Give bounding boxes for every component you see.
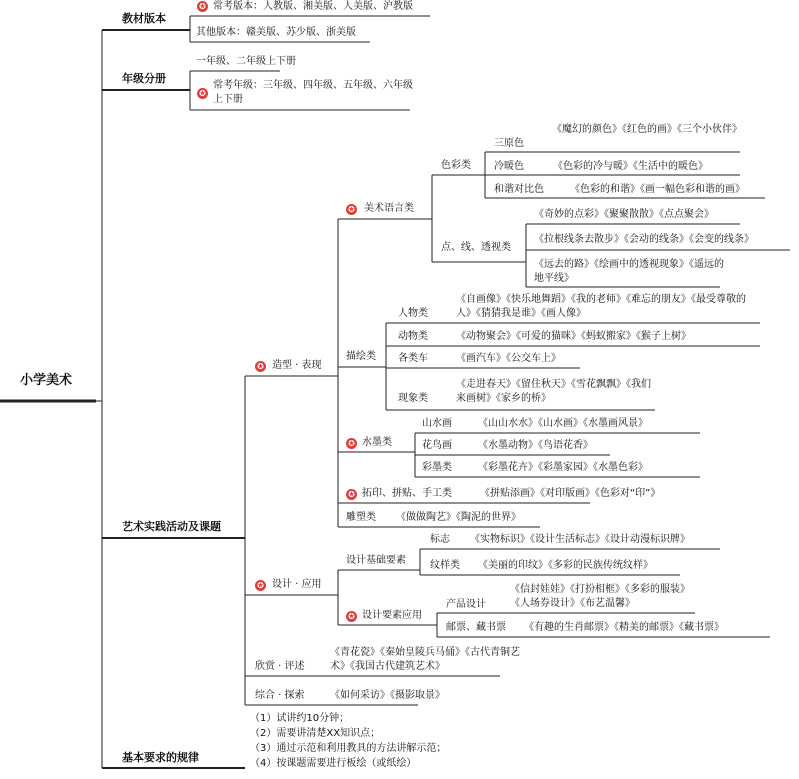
star-icon: ✪ — [197, 1, 208, 12]
label-phenomena: 现象类 — [398, 393, 428, 404]
other-versions: 其他版本：赣美版、苏少版、浙美版 — [196, 27, 356, 38]
label-pattern: 纹样类 — [430, 560, 460, 571]
low-grades: 一年级、二年级上下册 — [196, 56, 296, 67]
label-stamps: 邮票、藏书票 — [446, 622, 506, 633]
lessons-flower-bird: 《水墨动物》《鸟语花香》 — [478, 440, 593, 451]
lessons-line: 《拉根线条去散步》《会动的线条》《会变的线条》 — [534, 234, 754, 245]
star-icon: ✪ — [255, 580, 266, 591]
node-art-language: 美术语言类 — [364, 203, 414, 214]
branch-basic-requirements: 基本要求的规律 — [122, 751, 199, 764]
star-icon: ✪ — [346, 611, 357, 622]
node-comprehensive: 综合 · 探索 — [255, 690, 305, 701]
requirement-item: （1）试讲约10分钟； — [250, 713, 350, 724]
common-grades: 常考年级：三年级、四年级、五年级、六年级上下册 — [213, 80, 413, 105]
label-animals: 动物类 — [398, 331, 428, 342]
lessons-stamps: 《有趣的生肖邮票》《精美的邮票》《藏书票》 — [524, 622, 724, 633]
lessons-pattern: 《美丽的印纹》《多彩的民族传统纹样》 — [478, 560, 653, 571]
lessons-logo: 《实物标识》《设计生活标志》《设计动漫标识牌》 — [470, 534, 690, 545]
root-topic: 小学美术 — [20, 373, 73, 388]
requirement-item: （4）按课题需要进行板绘（或纸绘） — [250, 758, 417, 769]
label-landscape: 山水画 — [422, 418, 452, 429]
label-harmony: 和谐对比色 — [494, 184, 544, 195]
label-vehicles: 各类车 — [398, 353, 428, 364]
node-color: 色彩类 — [441, 160, 471, 171]
label-warm-cool: 冷暖色 — [494, 161, 524, 172]
label-figures: 人物类 — [398, 308, 428, 319]
lessons-perspective: 《远去的路》《绘画中的透视现象》《遥远的地平线》 — [534, 259, 724, 284]
lessons-harmony: 《色彩的和谐》《画一幅色彩和谐的画》 — [570, 184, 745, 195]
node-ink-wash: 水墨类 — [362, 437, 392, 448]
requirement-item: （3）通过示范和利用教具的方法讲解示范； — [250, 743, 447, 754]
lessons-vehicles: 《画汽车》《公交车上》 — [456, 353, 561, 364]
star-icon: ✪ — [346, 204, 357, 215]
branch-grade-volumes: 年级分册 — [122, 72, 166, 85]
lessons-color-ink: 《彩墨花卉》《彩墨家园》《水墨色彩》 — [478, 462, 648, 473]
lessons-landscape: 《山山水水》《山水画》《水墨画风景》 — [478, 418, 648, 429]
lessons-phenomena: 《走进春天》《留住秋天》《雪花飘飘》《我们来画树》《家乡的桥》 — [456, 379, 651, 404]
lessons-primary-colors: 《魔幻的颜色》《红色的画》《三个小伙伴》 — [552, 124, 742, 135]
common-versions: 常考版本：人教版、湘美版、人美版、沪教版 — [213, 1, 413, 12]
node-design-application: 设计 · 应用 — [272, 579, 322, 590]
lessons-rubbing-collage: 《拼贴添画》《对印版画》《色彩对“印”》 — [480, 488, 661, 499]
node-rubbing-collage: 拓印、拼贴、手工类 — [362, 488, 452, 499]
lessons-product-design: 《信封娃娃》《打扮相框》《多彩的服装》《人场券设计》《布艺温馨》 — [510, 584, 690, 609]
node-point-line: 点、线、透视类 — [441, 242, 511, 253]
label-logo: 标志 — [430, 534, 450, 545]
label-primary-colors: 三原色 — [494, 138, 524, 149]
label-flower-bird: 花鸟画 — [422, 440, 452, 451]
node-sculpture: 雕塑类 — [346, 512, 376, 523]
lessons-sculpture: 《做做陶艺》《陶泥的世界》 — [396, 512, 521, 523]
lessons-warm-cool: 《色彩的冷与暖》《生活中的暖色》 — [553, 161, 708, 172]
label-product-design: 产品设计 — [446, 599, 486, 610]
lessons-figures: 《自画像》《快乐地舞蹈》《我的老师》《难忘的朋友》《最受尊敬的人》《猜猜我是谁》《画人像》 — [456, 294, 746, 319]
star-icon: ✪ — [197, 88, 208, 99]
lessons-appreciation: 《青花瓷》《秦始皇陵兵马俑》《古代青铜艺术》《我国古代建筑艺术》 — [330, 647, 520, 672]
node-modeling-expression: 造型 · 表现 — [272, 360, 322, 371]
lessons-animals: 《动物聚会》《可爱的猫咪》《蚂蚁搬家》《猴子上树》 — [456, 331, 691, 342]
node-depiction: 描绘类 — [346, 351, 376, 362]
node-design-elements: 设计要素应用 — [362, 610, 422, 621]
star-icon: ✪ — [346, 489, 357, 500]
label-color-ink: 彩墨类 — [422, 462, 452, 473]
lessons-point: 《奇妙的点彩》《聚聚散散》《点点聚会》 — [534, 209, 714, 220]
branch-art-practice: 艺术实践活动及课题 — [122, 520, 221, 533]
node-appreciation: 欣赏 · 评述 — [255, 661, 305, 672]
requirement-item: （2）需要讲清楚XX知识点； — [250, 728, 381, 739]
branch-textbook-version: 教材版本 — [122, 12, 166, 25]
star-icon: ✪ — [346, 438, 357, 449]
node-design-basics: 设计基础要素 — [346, 555, 406, 566]
star-icon: ✪ — [255, 361, 266, 372]
lessons-comprehensive: 《如何采访》《摄影取景》 — [330, 690, 445, 701]
